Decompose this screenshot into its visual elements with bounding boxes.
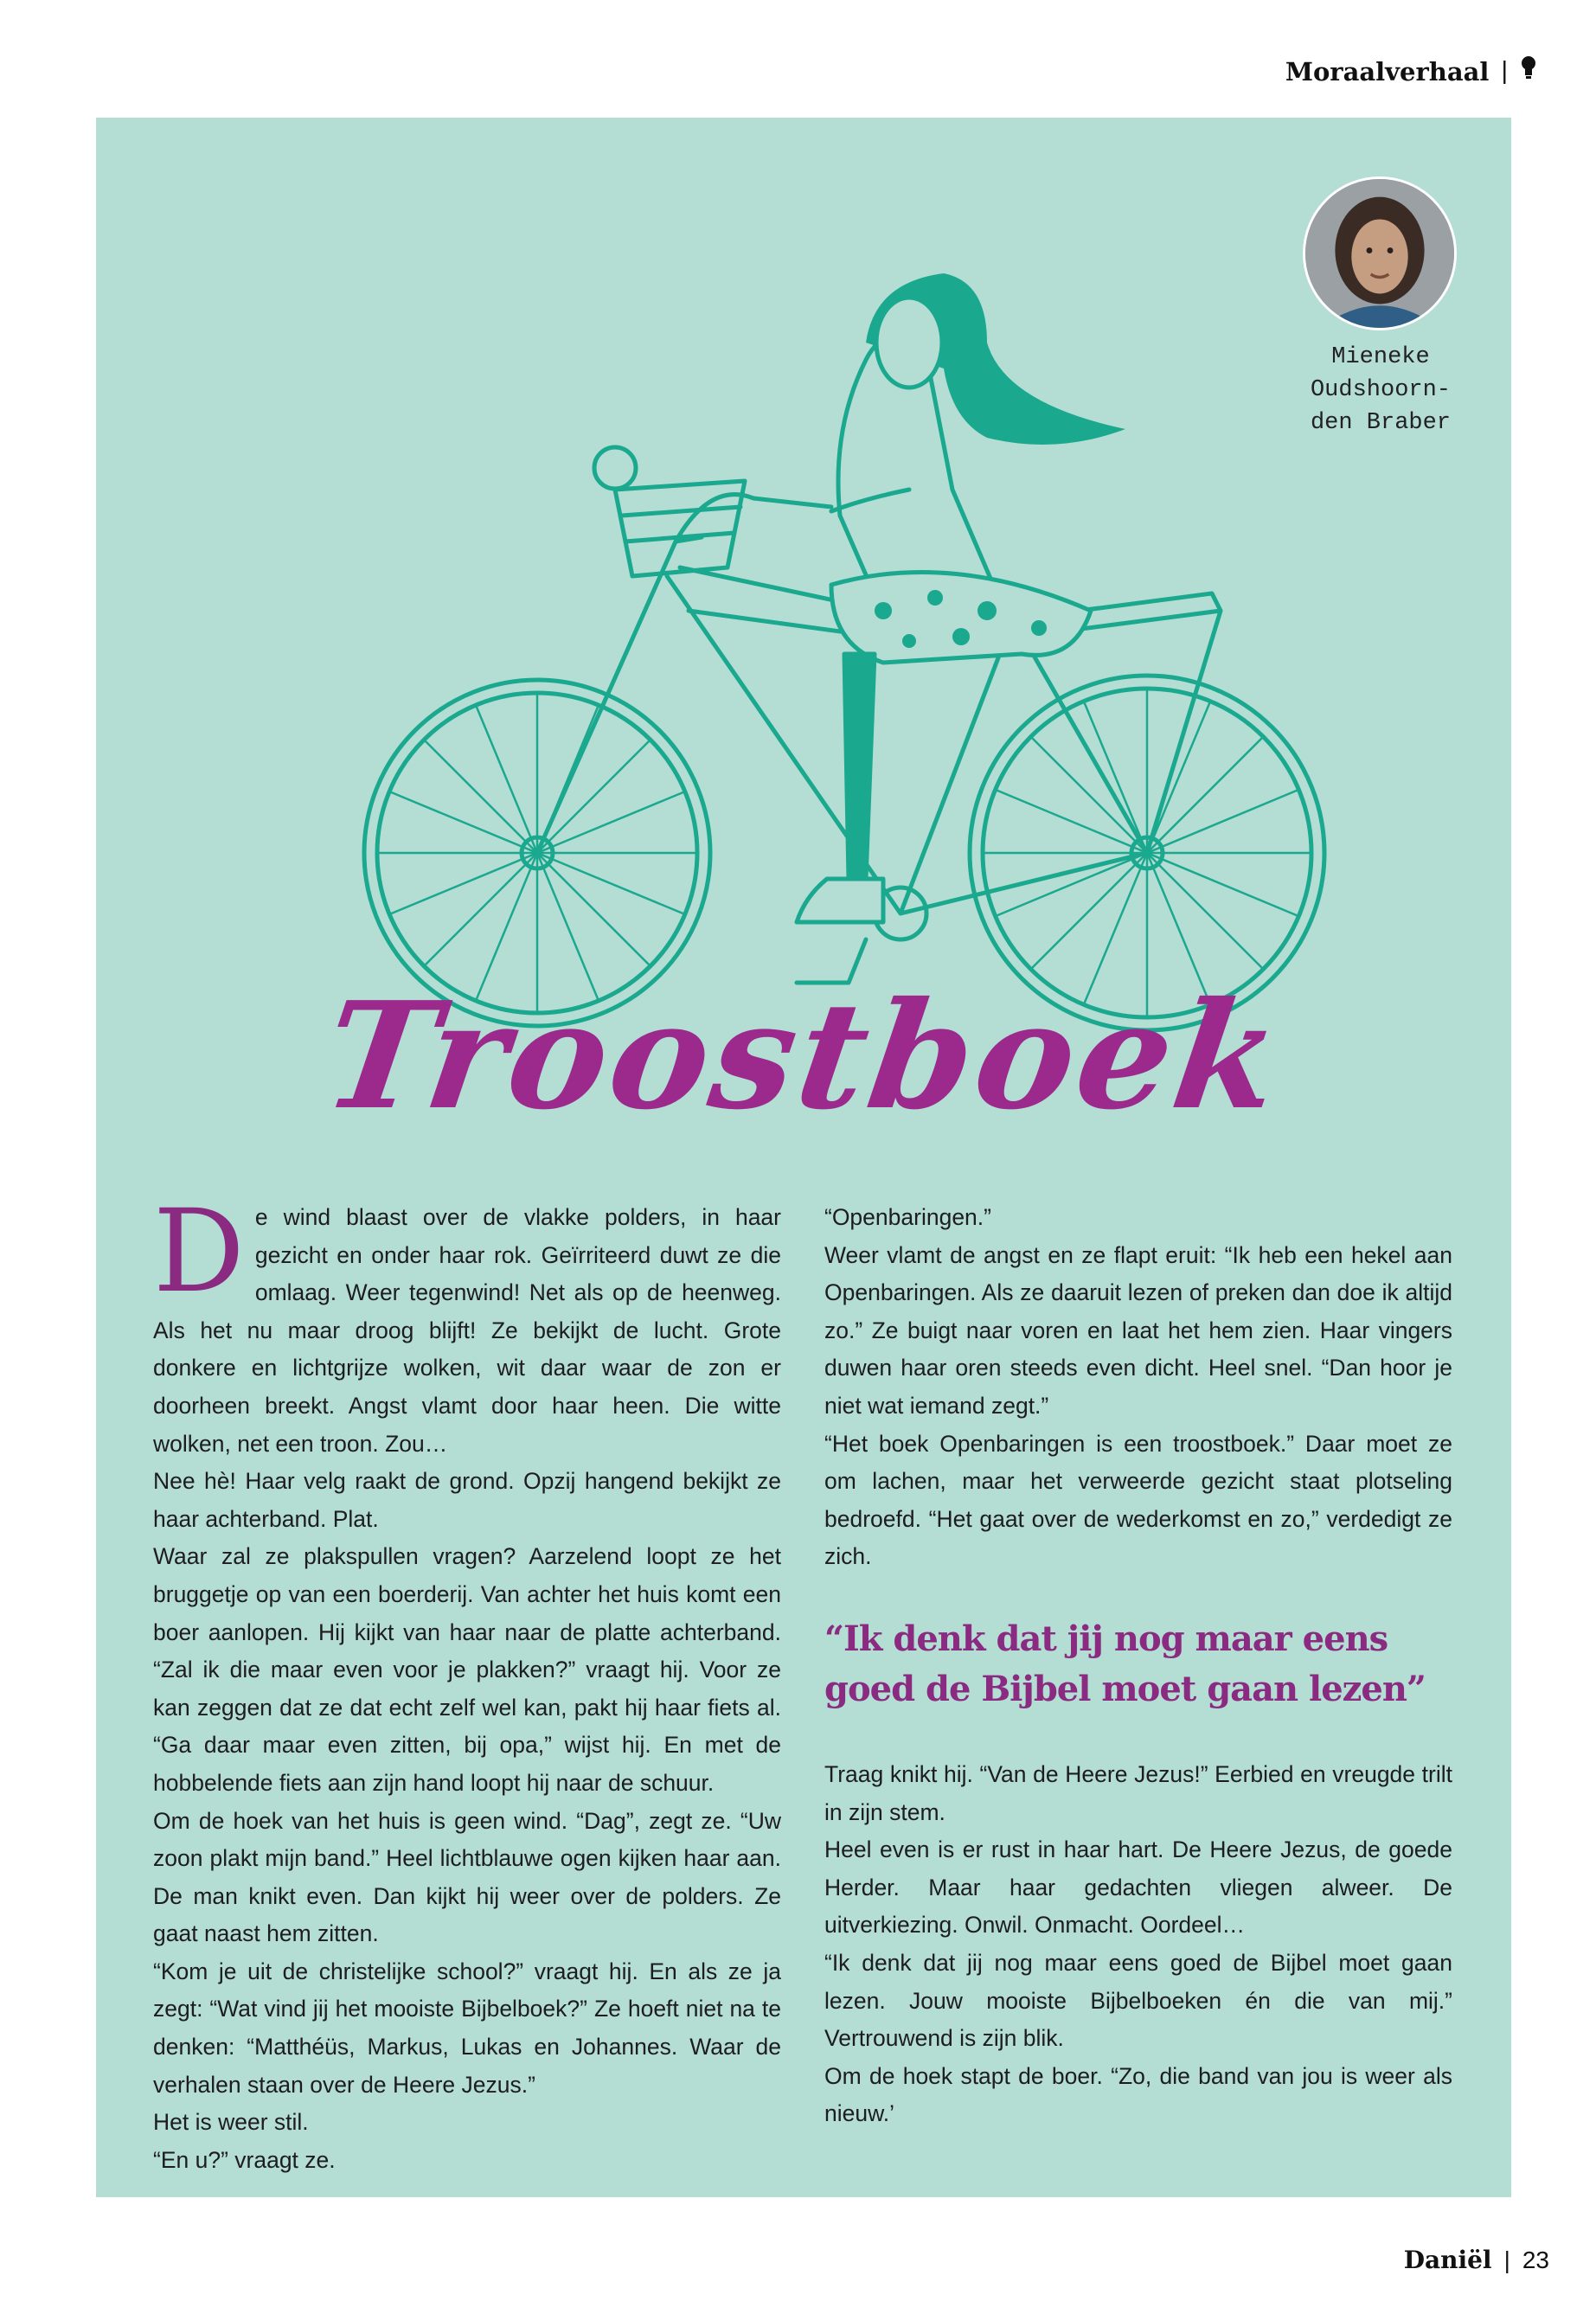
- paragraph: “Ik denk dat jij nog maar eens goed de Bijbel moet gaan lezen. Jouw mooiste Bijbelboeken én die van mij.” Vertrouwend is zijn blik.: [824, 1949, 1452, 2052]
- footer-separator: |: [1503, 2246, 1510, 2273]
- author-name: Mieneke Oudshoorn- den Braber: [1310, 344, 1452, 436]
- paragraph: “En u?” vraagt ze.: [153, 2146, 336, 2173]
- header-separator: |: [1501, 57, 1508, 85]
- section-label: Moraalverhaal: [1285, 56, 1490, 87]
- lightbulb-icon: [1520, 55, 1537, 87]
- paragraph: “Openbaringen.”: [824, 1204, 991, 1230]
- story-title: Troostboek: [314, 970, 1293, 1143]
- paragraph: Traag knikt hij. “Van de Heere Jezus!” Eerbied en vreugde trilt in zijn stem.: [824, 1760, 1452, 1825]
- paragraph: Het is weer stil.: [153, 2109, 309, 2136]
- paragraph: Om de hoek van het huis is geen wind. “Dag”, zegt ze. “Uw zoon plakt mijn band.” Heel lichtblauwe ogen kijken haar aan. De man knikt even. Dan kijkt hij weer over de polders. Ze gaat naast hem zitten.: [153, 1807, 781, 1947]
- paragraph: “Kom je uit de christelijke school?” vraagt hij. En als ze ja zegt: “Wat vind jij het mooiste Bijbelboek?” Ze hoeft niet na te denken: “Matthéüs, Markus, Lukas en Johannes. Waar de verhalen staan over de Heere Jezus.”: [153, 1958, 781, 2098]
- story-panel: [96, 118, 1511, 2197]
- right-column: [824, 1199, 1452, 2133]
- magazine-name: Daniël: [1403, 2246, 1492, 2274]
- bicycle-illustration: [347, 204, 1385, 1069]
- paragraph: Waar zal ze plakspullen vragen? Aarzelend loopt ze het bruggetje op van een boerderij. Van achter het huis komt een boer aanlopen. Hij kijkt van haar naar de platte achterband. “Zal ik die maar even voor je plakken?” vraagt hij. Voor ze kan zeggen dat ze dat echt zelf wel kan, pakt hij haar fiets al. “Ga daar maar even zitten, bij opa,” wijst hij. En met de hobbelende fiets aan zijn hand loopt hij naar de schuur.: [153, 1543, 781, 1796]
- paragraph: Heel even is er rust in haar hart. De Heere Jezus, de goede Herder. Maar haar gedachten vliegen alweer. De uitverkiezing. Onwil. Onmacht. Oordeel…: [824, 1836, 1452, 1939]
- page-footer: [1404, 2246, 1549, 2274]
- drop-cap: D: [153, 1185, 245, 1318]
- page-header: [1285, 55, 1537, 87]
- page-number: 23: [1522, 2246, 1549, 2273]
- pull-quote: “Ik denk dat jij nog maar eens goed de Bijbel moet gaan lezen”: [824, 1618, 1426, 1709]
- left-column: [153, 1185, 781, 2179]
- paragraph: “Het boek Openbaringen is een troostboek.” Daar moet ze om lachen, maar het verweerde gezicht staat plotseling bedroefd. “Het gaat over de wederkomst en zo,” verdedigt ze zich.: [824, 1430, 1452, 1570]
- paragraph: e wind blaast over de vlakke polders, in haar gezicht en onder haar rok. Geïrriteerd duwt ze die omlaag. Weer tegenwind! Net als op de heenweg. Als het nu maar droog blijft! Ze bekijkt de lucht. Grote donkere en lichtgrijze wolken, wit daar waar de zon er doorheen breekt. Angst vlamt door haar heen. Die witte wolken, net een troon. Zou…: [153, 1204, 781, 1457]
- paragraph: Om de hoek stapt de boer. “Zo, die band van jou is weer als nieuw.’: [824, 2062, 1452, 2127]
- paragraph: Nee hè! Haar velg raakt de grond. Opzij hangend bekijkt ze haar achterband. Plat.: [153, 1468, 781, 1532]
- paragraph: Weer vlamt de angst en ze flapt eruit: “Ik heb een hekel aan Openbaringen. Als ze daaruit lezen of preken dan doe ik altijd zo.” Ze buigt naar voren en laat het hem zien. Haar vingers duwen haar oren steeds even dicht. Heel snel. “Dan hoor je niet wat iemand zegt.”: [824, 1241, 1452, 1419]
